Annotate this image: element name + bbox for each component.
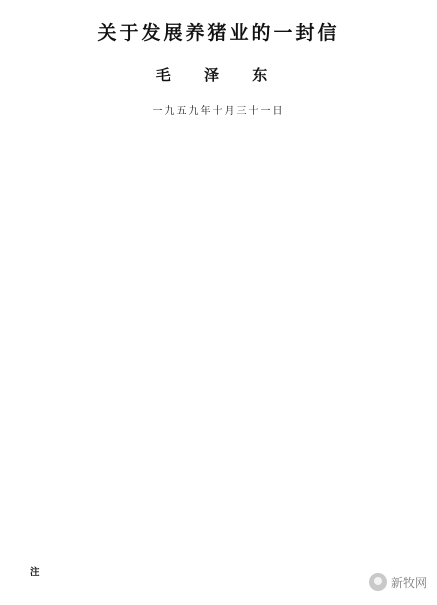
body-line (30, 345, 410, 360)
body-line (30, 507, 410, 522)
site-watermark (369, 573, 427, 591)
body-line (30, 228, 410, 243)
page-title: 关于发展养猪业的一封信 (97, 22, 340, 44)
body-line (30, 331, 410, 346)
body-line (30, 301, 410, 316)
letter-date: 一九五九年十月三十一日 (152, 106, 285, 117)
body-line (30, 316, 410, 331)
body-line (30, 536, 410, 551)
author-name: 毛 泽 东 (155, 66, 282, 84)
paw-icon (369, 573, 387, 591)
letter-body (30, 125, 410, 566)
watermark-label: 新牧网 (390, 575, 427, 590)
body-line (30, 463, 410, 478)
body-line (30, 198, 410, 213)
body-line (30, 419, 410, 434)
body-line (30, 213, 410, 228)
body-line (30, 243, 410, 258)
body-line (30, 140, 410, 155)
footnote-lead: 注 (30, 567, 40, 578)
body-line (30, 360, 410, 375)
body-line (30, 154, 410, 169)
body-line (30, 287, 410, 302)
body-line (30, 478, 410, 493)
body-line (30, 184, 410, 199)
body-line (30, 389, 410, 404)
body-line (30, 257, 410, 272)
body-line (30, 404, 410, 419)
body-line (30, 492, 410, 507)
body-line (30, 522, 410, 537)
body-line (30, 448, 410, 463)
body-line (30, 125, 410, 140)
body-line (30, 551, 410, 566)
body-line (30, 375, 410, 390)
body-line (30, 272, 410, 287)
footnote (30, 566, 410, 580)
body-line (30, 433, 410, 448)
body-line (30, 169, 410, 184)
